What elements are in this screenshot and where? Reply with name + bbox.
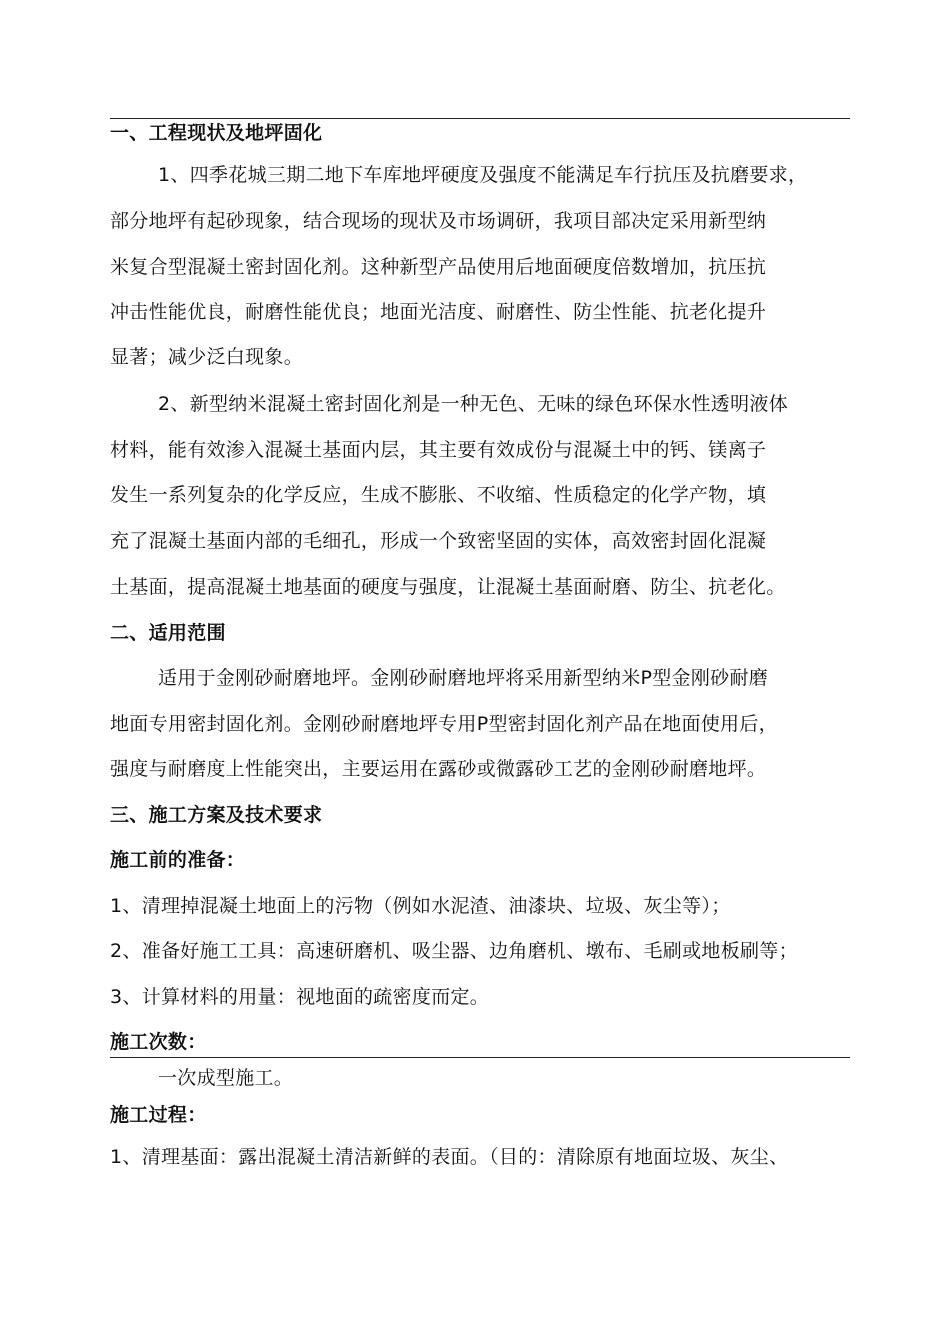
paragraph-line: 一次成型施工。 <box>158 1067 294 1089</box>
section-heading-1: 一、工程现状及地坪固化 <box>110 122 323 144</box>
paragraph-line: 发生一系列复杂的化学反应，生成不膨胀、不收缩、性质稳定的化学产物，填 <box>110 484 767 506</box>
subheading-preparation: 施工前的准备： <box>110 849 246 871</box>
paragraph-line: 冲击性能优良，耐磨性能优良；地面光洁度、耐磨性、防尘性能、抗老化提升 <box>110 301 767 323</box>
paragraph-line: 适用于金刚砂耐磨地坪。金刚砂耐磨地坪将采用新型纳米P型金刚砂耐磨 <box>158 667 769 689</box>
paragraph-line: 显著；减少泛白现象。 <box>110 346 304 368</box>
list-item: 1、清理基面：露出混凝土清洁新鲜的表面。（目的：清除原有地面垃圾、灰尘、 <box>110 1146 789 1168</box>
list-item: 3、计算材料的用量：视地面的疏密度而定。 <box>110 986 490 1008</box>
section-heading-2: 二、适用范围 <box>110 622 226 644</box>
paragraph-line: 土基面，提高混凝土地基面的硬度与强度，让混凝土基面耐磨、防尘、抗老化。 <box>110 576 786 598</box>
paragraph-line: 部分地坪有起砂现象，结合现场的现状及市场调研，我项目部决定采用新型纳 <box>110 210 767 232</box>
paragraph-line: 充了混凝土基面内部的毛细孔，形成一个致密坚固的实体，高效密封固化混凝 <box>110 530 767 552</box>
list-item: 2、准备好施工工具：高速研磨机、吸尘器、边角磨机、墩布、毛刷或地板刷等； <box>110 940 798 962</box>
section-heading-3: 三、施工方案及技术要求 <box>110 804 323 826</box>
paragraph-line: 材料，能有效渗入混凝土基面内层，其主要有效成份与混凝土中的钙、镁离子 <box>110 439 767 461</box>
paragraph-line: 强度与耐磨度上性能突出，主要运用在露砂或微露砂工艺的金刚砂耐磨地坪。 <box>110 758 767 780</box>
subheading-process: 施工过程： <box>110 1104 207 1126</box>
subheading-times: 施工次数： <box>110 1031 207 1053</box>
paragraph-line: 地面专用密封固化剂。金刚砂耐磨地坪专用P型密封固化剂产品在地面使用后， <box>110 713 778 735</box>
mid-rule <box>110 1057 850 1058</box>
top-rule <box>110 118 850 119</box>
list-item: 1、清理掉混凝土地面上的污物（例如水泥渣、油漆块、垃圾、灰尘等）； <box>110 895 731 917</box>
paragraph-line: 1、四季花城三期二地下车库地坪硬度及强度不能满足车行抗压及抗磨要求， <box>158 164 808 186</box>
paragraph-line: 米复合型混凝土密封固化剂。这种新型产品使用后地面硬度倍数增加，抗压抗 <box>110 256 767 278</box>
paragraph-line: 2、新型纳米混凝土密封固化剂是一种无色、无味的绿色环保水性透明液体 <box>158 393 788 415</box>
